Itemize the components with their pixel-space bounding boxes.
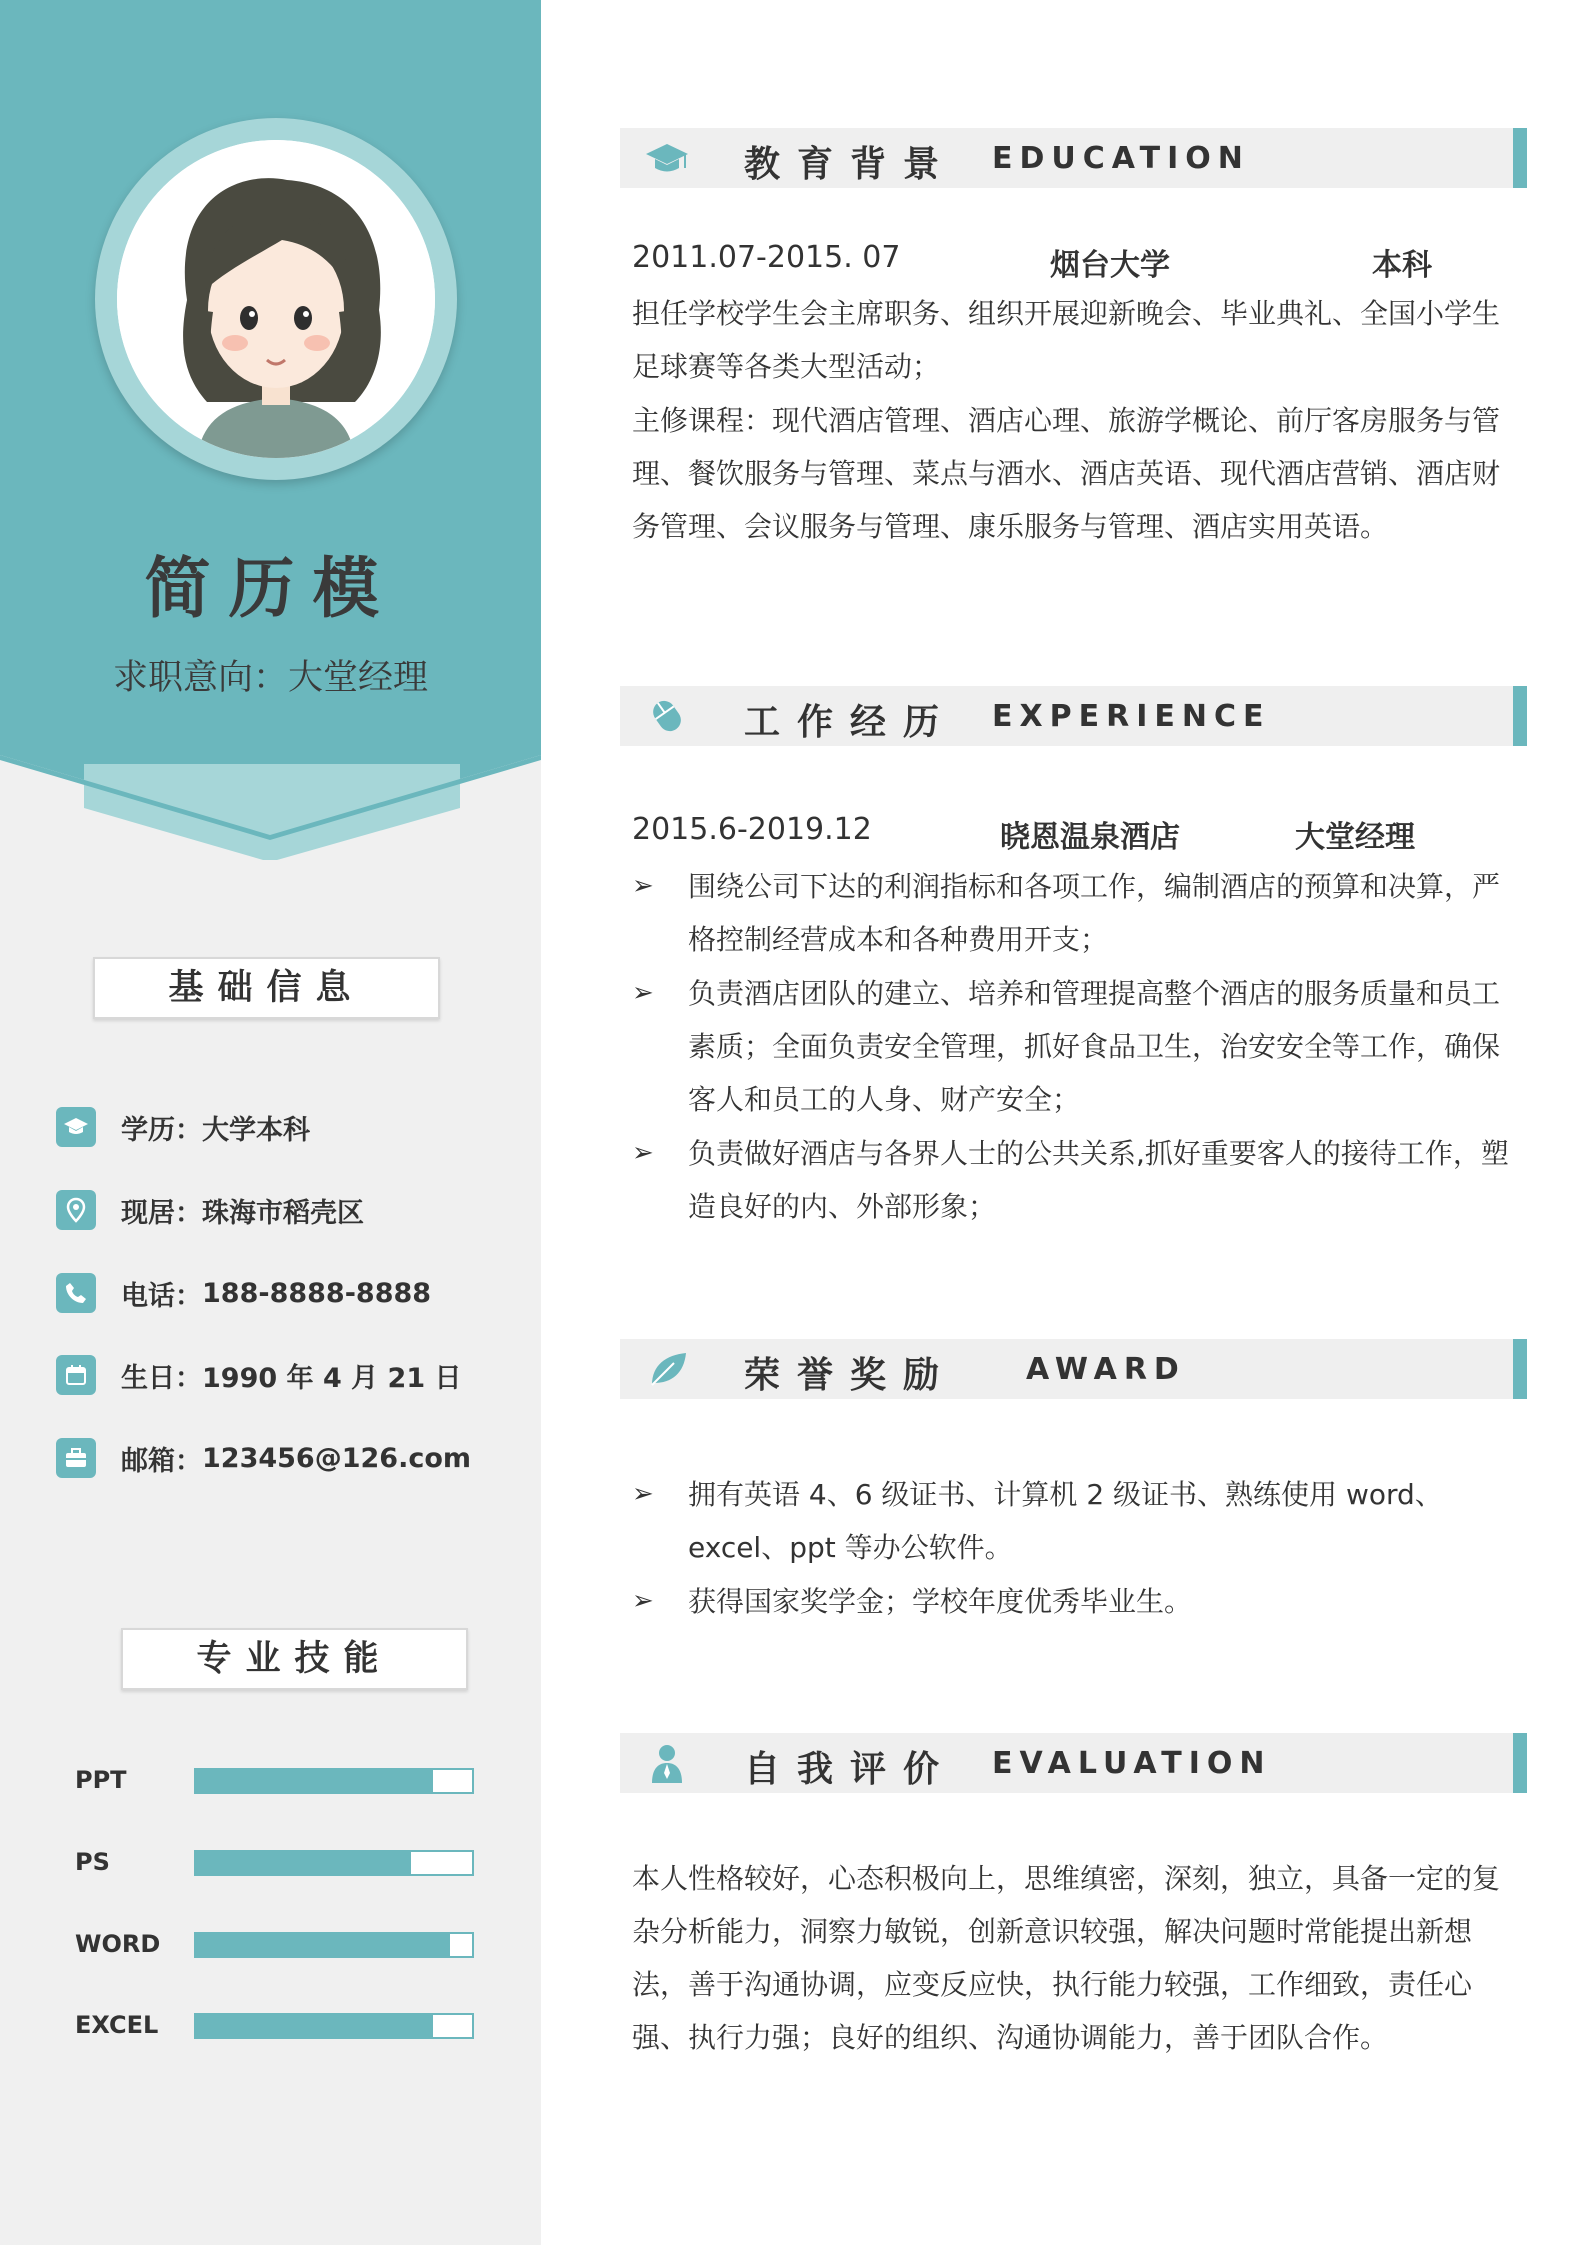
- skill-level-fill: [196, 1852, 411, 1874]
- skill-row: [75, 1766, 475, 1796]
- mouse-icon: [644, 696, 690, 736]
- experience-bullet: [632, 1127, 1522, 1233]
- leaf-icon: [644, 1349, 690, 1389]
- job-intent: 求职意向：大堂经理: [112, 658, 428, 698]
- info-value: 123456@126.com: [202, 1442, 472, 1474]
- bullet-arrow-icon: ➢: [632, 1586, 654, 1616]
- info-row-education: [56, 1106, 310, 1148]
- bullet-text: 负责酒店团队的建立、培养和管理提高整个酒店的服务质量和员工素质；全面负责安全管理，抓好食品卫生，治安安全等工作，确保客人和员工的人身、财产安全；: [688, 977, 1501, 1116]
- info-row-residence: [56, 1189, 364, 1231]
- section-title-cn: 荣誉奖励: [744, 1354, 957, 1396]
- section-title-cn: 自我评价: [744, 1748, 957, 1790]
- bullet-arrow-icon: ➢: [632, 978, 654, 1008]
- skills-title: 专业技能: [121, 1628, 468, 1690]
- info-value: 1990 年 4 月 21 日: [202, 1362, 462, 1394]
- education-degree: 本科: [1372, 248, 1432, 283]
- header-accent-bar: [1513, 686, 1527, 746]
- bullet-arrow-icon: ➢: [632, 1138, 654, 1168]
- skill-name: PS: [75, 1848, 110, 1876]
- info-value: 188-8888-8888: [202, 1277, 432, 1309]
- person-icon: [644, 1743, 690, 1783]
- skill-level-fill: [196, 1934, 450, 1956]
- skill-bar: [194, 1850, 474, 1876]
- skill-name: EXCEL: [75, 2011, 159, 2039]
- graduation-cap-icon: [644, 138, 690, 178]
- skill-bar: [194, 1768, 474, 1794]
- experience-bullet: [632, 860, 1522, 966]
- bullet-text: 获得国家奖学金；学校年度优秀毕业生。: [688, 1585, 1193, 1618]
- bullet-arrow-icon: ➢: [632, 871, 654, 901]
- calendar-icon: [56, 1355, 96, 1395]
- evaluation-text: 本人性格较好，心态积极向上，思维缜密，深刻，独立，具备一定的复杂分析能力，洞察力敏锐，创新意识较强，解决问题时常能提出新想法，善于沟通协调，应变反应快，执行能力较强，工作细致，责任心强、执行力强；良好的组织、沟通协调能力，善于团队合作。: [632, 1862, 1501, 2054]
- skill-row: [75, 2011, 475, 2041]
- basic-info-title: 基础信息: [93, 957, 440, 1019]
- experience-position: 大堂经理: [1295, 820, 1415, 855]
- skill-bar: [194, 1932, 474, 1958]
- info-label: 生日：: [121, 1362, 202, 1394]
- sidebar: [0, 0, 541, 2245]
- experience-header: [620, 686, 1527, 746]
- skill-level-fill: [196, 2015, 433, 2037]
- section-title-en: EDUCATION: [992, 141, 1250, 176]
- section-title-cn: 工作经历: [744, 701, 957, 743]
- graduation-cap-icon: [56, 1107, 96, 1147]
- education-courses: 主修课程：现代酒店管理、酒店心理、旅游学概论、前厅客房服务与管理、餐饮服务与管理、菜点与酒水、酒店英语、现代酒店营销、酒店财务管理、会议服务与管理、康乐服务与管理、酒店实用英语。: [632, 404, 1501, 543]
- header-accent-bar: [1513, 128, 1527, 188]
- education-period: 2011.07-2015. 07: [632, 240, 901, 275]
- section-title-en: AWARD: [1026, 1352, 1186, 1387]
- award-bullet: [632, 1468, 1522, 1574]
- info-label: 学历：: [121, 1114, 202, 1146]
- avatar-portrait: [117, 140, 435, 458]
- info-row-phone: [56, 1272, 431, 1314]
- avatar: [95, 118, 457, 480]
- location-icon: [56, 1190, 96, 1230]
- profile-name: 简历模: [144, 549, 397, 627]
- cartoon-girl-illustration: [117, 140, 435, 458]
- experience-bullet: [632, 967, 1522, 1127]
- education-school: 烟台大学: [1050, 248, 1170, 283]
- section-title-cn: 教育背景: [744, 143, 957, 185]
- info-row-birthday: [56, 1354, 462, 1396]
- education-duties: 担任学校学生会主席职务、组织开展迎新晚会、毕业典礼、全国小学生足球赛等各类大型活动；: [632, 297, 1501, 383]
- info-label: 电话：: [121, 1280, 202, 1312]
- skill-row: [75, 1930, 475, 1960]
- education-header: [620, 128, 1527, 188]
- award-bullet: [632, 1575, 1522, 1628]
- experience-summary: [632, 812, 1512, 855]
- skill-bar: [194, 2013, 474, 2039]
- info-row-email: [56, 1437, 471, 1479]
- section-title-en: EXPERIENCE: [992, 699, 1271, 734]
- briefcase-icon: [56, 1438, 96, 1478]
- skill-name: PPT: [75, 1766, 127, 1794]
- info-value: 珠海市稻壳区: [202, 1197, 364, 1229]
- header-accent-bar: [1513, 1733, 1527, 1793]
- info-label: 邮箱：: [121, 1445, 202, 1477]
- info-label: 现居：: [121, 1197, 202, 1229]
- skill-name: WORD: [75, 1930, 161, 1958]
- header-accent-bar: [1513, 1339, 1527, 1399]
- skill-row: [75, 1848, 475, 1878]
- education-summary: [632, 240, 1512, 283]
- bullet-text: 围绕公司下达的利润指标和各项工作，编制酒店的预算和决算，严格控制经营成本和各种费用开支；: [688, 870, 1501, 956]
- bullet-text: 负责做好酒店与各界人士的公共关系,抓好重要客人的接待工作，塑造良好的内、外部形象；: [688, 1137, 1509, 1223]
- bullet-text: 拥有英语 4、6 级证书、计算机 2 级证书、熟练使用 word、excel、ppt 等办公软件。: [688, 1478, 1443, 1564]
- skill-level-fill: [196, 1770, 433, 1792]
- section-title-en: EVALUATION: [992, 1746, 1272, 1781]
- experience-company: 晓恩温泉酒店: [1000, 820, 1180, 855]
- bullet-arrow-icon: ➢: [632, 1479, 654, 1509]
- experience-period: 2015.6-2019.12: [632, 812, 872, 847]
- award-header: [620, 1339, 1527, 1399]
- evaluation-header: [620, 1733, 1527, 1793]
- info-value: 大学本科: [202, 1114, 310, 1146]
- phone-icon: [56, 1273, 96, 1313]
